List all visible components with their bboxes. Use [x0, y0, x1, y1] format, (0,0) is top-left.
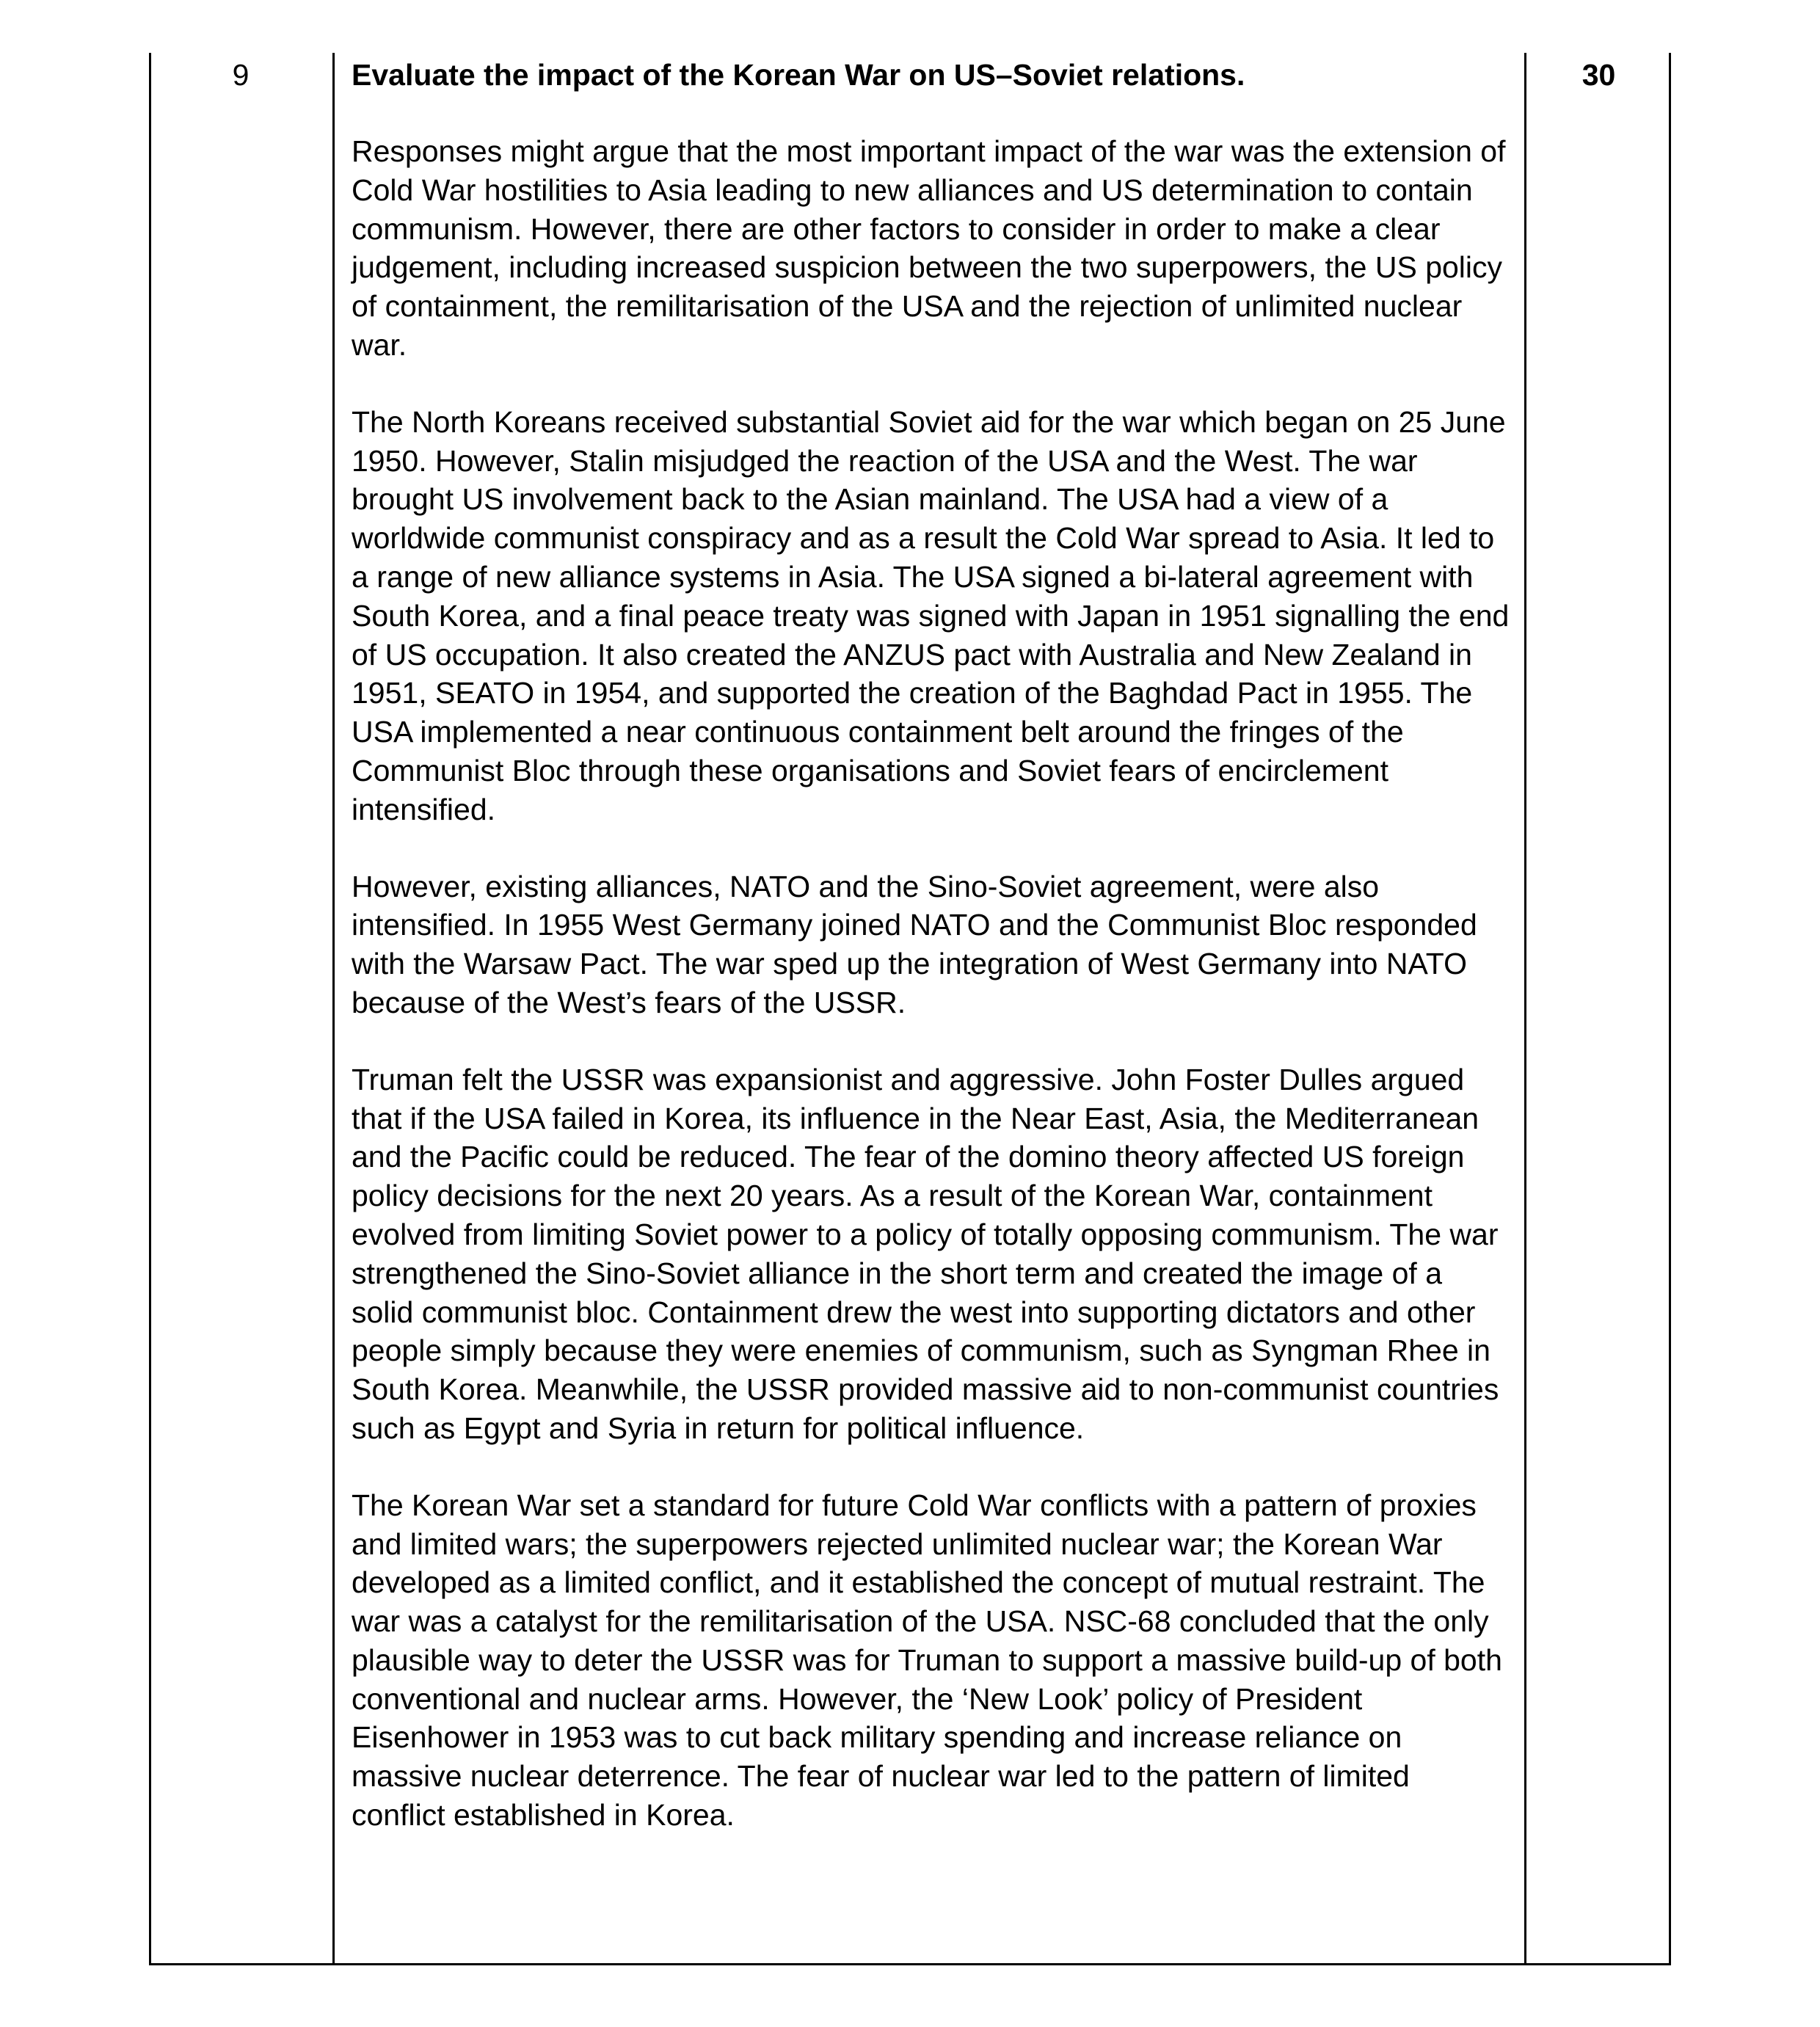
guidance-paragraph-3: However, existing alliances, NATO and the Sino-Soviet agreement, were also intensified. In 1955 West Germany joined NATO and the Communist Bloc responded with the Warsaw Pact. The war sped up the integration of West Germany into NATO because of the West’s fears of the USSR. [352, 869, 1477, 1019]
guidance-paragraph-2: The North Koreans received substantial Soviet aid for the war which began on 25 June 1950. However, Stalin misjudged the reaction of the USA and the West. The war brought US involvement back to the Asian mainland. The USA had a view of a worldwide communist conspiracy and as a result the Cold War spread to Asia. It led to a range of new alliance systems in Asia. The USA signed a bi-lateral agreement with South Korea, and a final peace treaty was signed with Japan in 1951 signalling the end of US occupation. It also created the ANZUS pact with Australia and New Zealand in 1951, SEATO in 1954, and supported the creation of the Baghdad Pact in 1955. The USA implemented a near continuous containment belt around the fringes of the Communist Bloc through these organisations and Soviet fears of encirclement intensified. [352, 404, 1510, 826]
guidance-paragraph-5: The Korean War set a standard for future Cold War conflicts with a pattern of proxies and limited wars; the superpowers rejected unlimited nuclear war; the Korean War developed as a limited conflict, and it established the concept of mutual restraint. The war was a catalyst for the remilitarisation of the USA. NSC-68 concluded that the only plausible way to deter the USSR was for Truman to support a massive build-up of both conventional and nuclear arms. However, the ‘New Look’ policy of President Eisenhower in 1953 was to cut back military spending and increase reliance on massive nuclear deterrence. The fear of nuclear war led to the pattern of limited conflict established in Korea. [352, 1488, 1502, 1833]
question-marks: 30 [1581, 58, 1616, 92]
table-border-bottom [149, 1963, 1671, 1965]
table-column-divider-question [332, 53, 335, 1965]
guidance-paragraph-4: Truman felt the USSR was expansionist and aggressive. John Foster Dulles argued that if the USA failed in Korea, its influence in the Near East, Asia, the Mediterranean and the Pacific could be reduced. The fear of the domino theory affected US foreign policy decisions for the next 20 years. As a result of the Korean War, containment evolved from limiting Soviet power to a policy of totally opposing communism. The war strengthened the Sino-Soviet alliance in the short term and created the image of a solid communist bloc. Containment drew the west into supporting dictators and other people simply because they were enemies of communism, such as Syngman Rhee in South Korea. Meanwhile, the USSR provided massive aid to non-communist countries such as Egypt and Syria in return for political influence. [352, 1062, 1499, 1445]
question-title: Evaluate the impact of the Korean War on US–Soviet relations. [352, 58, 1245, 92]
guidance-paragraph-1: Responses might argue that the most important impact of the war was the extension of Cold War hostilities to Asia leading to new alliances and US determination to contain communism. However, there are other factors to consider in order to make a clear judgement, including increased suspicion between the two superpowers, the US policy of containment, the remilitarisation of the USA and the rejection of unlimited nuclear war. [352, 134, 1506, 362]
answer-guidance [352, 56, 1511, 1835]
table-border-left [149, 53, 151, 1965]
question-number: 9 [232, 58, 250, 92]
table-border-right [1669, 53, 1671, 1965]
table-column-divider-marks [1524, 53, 1526, 1965]
